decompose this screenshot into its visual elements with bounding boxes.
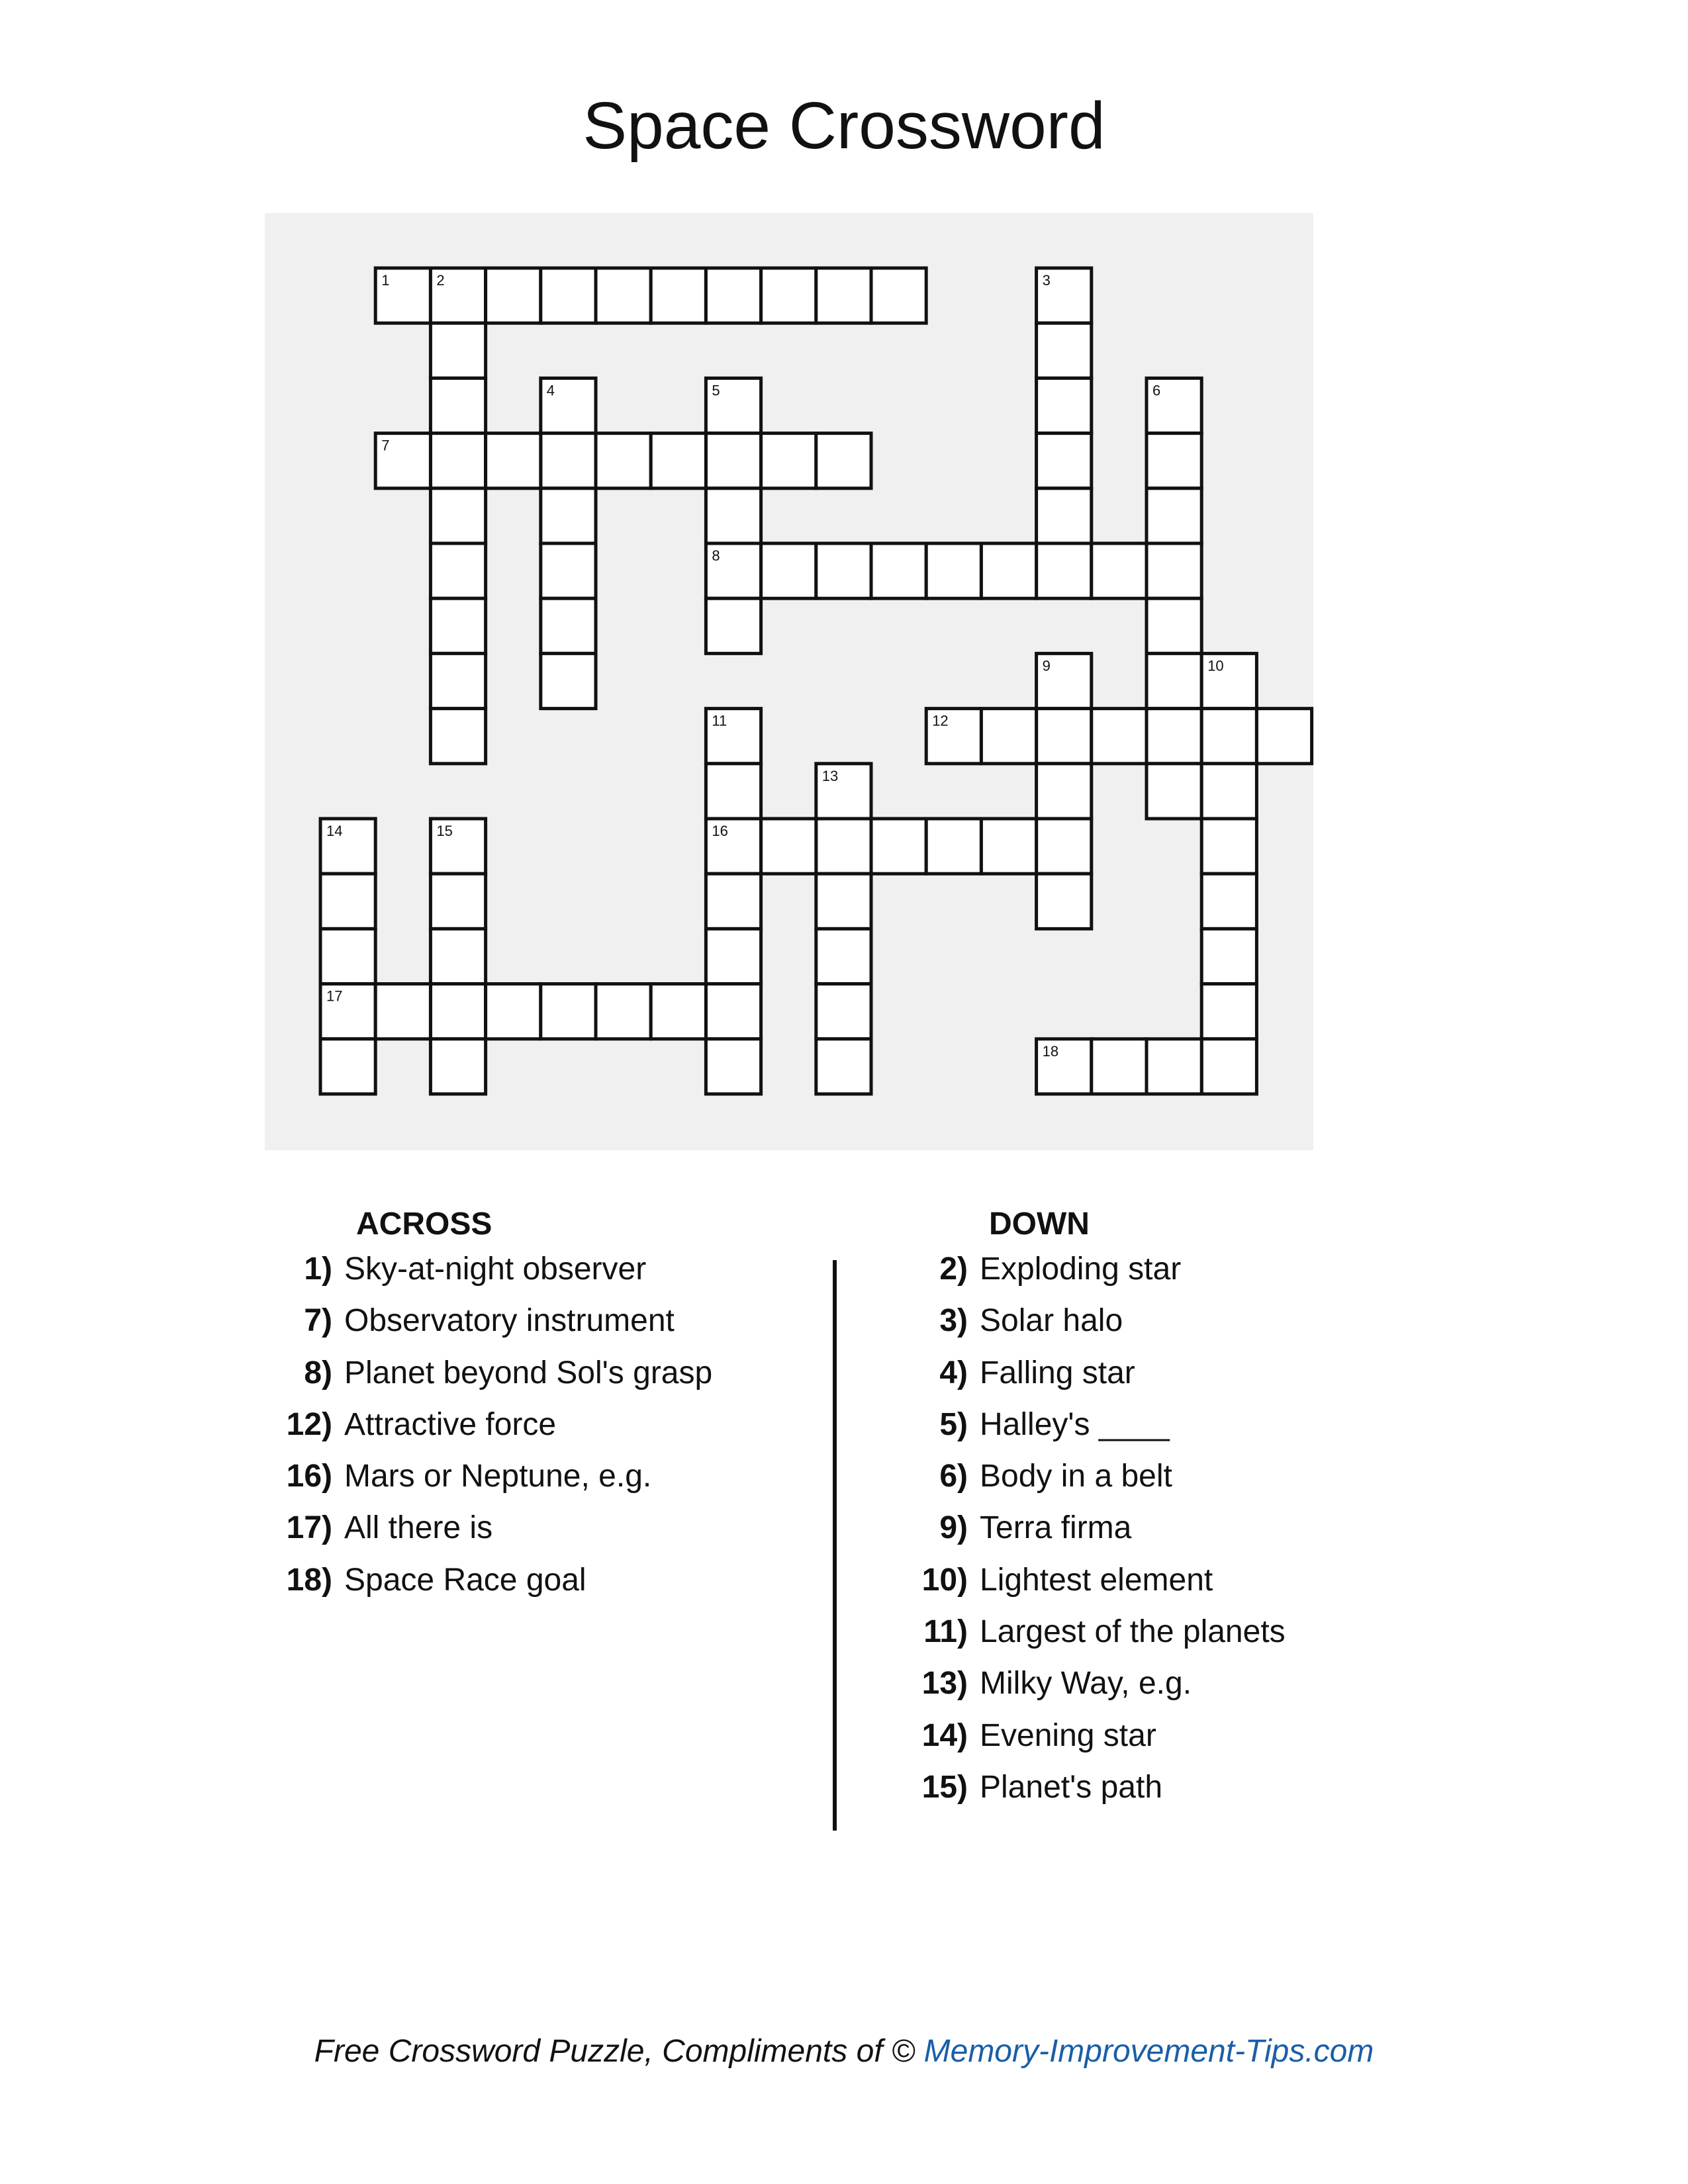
crossword-cell[interactable] bbox=[816, 819, 871, 874]
crossword-cell[interactable] bbox=[320, 1039, 375, 1094]
clue-number: 16) bbox=[286, 1459, 332, 1494]
cell-number: 2 bbox=[436, 272, 445, 289]
down-clue-item bbox=[908, 1561, 1286, 1612]
crossword-cell[interactable] bbox=[486, 984, 541, 1039]
clue-number: 8) bbox=[304, 1355, 332, 1390]
clue-number: 6) bbox=[939, 1459, 968, 1494]
crossword-cell[interactable] bbox=[706, 764, 761, 819]
crossword-cell[interactable] bbox=[541, 268, 596, 323]
clue-text: Space Race goal bbox=[344, 1562, 586, 1598]
clue-number: 15) bbox=[921, 1769, 968, 1805]
crossword-cell[interactable] bbox=[375, 984, 430, 1039]
crossword-cell[interactable] bbox=[1201, 653, 1256, 708]
crossword-cell[interactable] bbox=[1201, 1039, 1256, 1094]
down-heading: DOWN bbox=[989, 1206, 1090, 1242]
crossword-cell[interactable] bbox=[1037, 433, 1092, 488]
crossword-cell[interactable] bbox=[1037, 1039, 1092, 1094]
across-clue-item bbox=[273, 1508, 712, 1560]
down-clue-item bbox=[908, 1664, 1286, 1715]
cell-number: 10 bbox=[1207, 657, 1224, 674]
cell-number: 14 bbox=[326, 823, 343, 839]
clue-number: 11) bbox=[923, 1614, 968, 1650]
clue-number: 4) bbox=[939, 1355, 968, 1390]
crossword-cell[interactable] bbox=[486, 268, 541, 323]
crossword-cell[interactable] bbox=[926, 709, 981, 764]
crossword-cell[interactable] bbox=[871, 543, 926, 598]
crossword-cell[interactable] bbox=[430, 488, 485, 543]
clue-text: Observatory instrument bbox=[344, 1303, 675, 1339]
crossword-cell[interactable] bbox=[816, 433, 871, 488]
cell-number: 3 bbox=[1042, 272, 1051, 289]
down-clue-item bbox=[908, 1716, 1286, 1768]
clue-number: 17) bbox=[286, 1510, 332, 1546]
crossword-cell[interactable] bbox=[1256, 709, 1311, 764]
crossword-cell[interactable] bbox=[871, 268, 926, 323]
across-clue-item bbox=[273, 1353, 712, 1405]
crossword-cell[interactable] bbox=[541, 543, 596, 598]
cell-number: 12 bbox=[932, 712, 949, 729]
crossword-cell[interactable] bbox=[430, 653, 485, 708]
footer-credit bbox=[0, 2032, 1688, 2071]
clue-text: Sky-at-night observer bbox=[344, 1251, 647, 1287]
clue-number: 14) bbox=[921, 1717, 968, 1753]
crossword-cell[interactable] bbox=[430, 543, 485, 598]
down-clue-item bbox=[908, 1250, 1286, 1301]
crossword-cell[interactable] bbox=[1201, 984, 1256, 1039]
crossword-cell[interactable] bbox=[1037, 378, 1092, 433]
crossword-cell[interactable] bbox=[1201, 764, 1256, 819]
crossword-cell[interactable] bbox=[1201, 874, 1256, 929]
cell-number: 15 bbox=[436, 823, 453, 839]
cell-number: 18 bbox=[1042, 1042, 1059, 1060]
crossword-cell[interactable] bbox=[430, 929, 485, 983]
cell-number: 11 bbox=[712, 712, 727, 729]
crossword-cell[interactable] bbox=[761, 268, 816, 323]
crossword-cell[interactable] bbox=[430, 378, 485, 433]
crossword-cell[interactable] bbox=[706, 378, 761, 433]
down-clue-item bbox=[908, 1612, 1286, 1664]
cell-number: 6 bbox=[1152, 382, 1161, 399]
crossword-cell[interactable] bbox=[541, 653, 596, 708]
footer-text: Free Crossword Puzzle, Compliments of © bbox=[314, 2034, 924, 2069]
crossword-cell[interactable] bbox=[375, 268, 430, 323]
crossword-cell[interactable] bbox=[816, 1039, 871, 1094]
crossword-cell[interactable] bbox=[320, 984, 375, 1039]
across-clue-item bbox=[273, 1405, 712, 1457]
crossword-cell[interactable] bbox=[1147, 543, 1201, 598]
crossword-cell[interactable] bbox=[596, 268, 651, 323]
crossword-cell[interactable] bbox=[706, 709, 761, 764]
crossword-cell[interactable] bbox=[1037, 488, 1092, 543]
across-clue-item bbox=[273, 1561, 712, 1612]
clue-text: Solar halo bbox=[980, 1303, 1123, 1339]
cell-number: 1 bbox=[381, 272, 390, 289]
crossword-cell[interactable] bbox=[430, 268, 485, 323]
cell-number: 5 bbox=[712, 382, 720, 399]
clue-text: Exploding star bbox=[980, 1251, 1182, 1287]
crossword-cell[interactable] bbox=[320, 929, 375, 983]
crossword-cell[interactable] bbox=[541, 433, 596, 488]
crossword-cell[interactable] bbox=[541, 488, 596, 543]
crossword-cell[interactable] bbox=[1147, 1039, 1201, 1094]
crossword-cell[interactable] bbox=[1037, 874, 1092, 929]
page-title: Space Crossword bbox=[583, 89, 1105, 163]
footer-link[interactable]: Memory-Improvement-Tips.com bbox=[923, 2034, 1374, 2069]
clue-text: Body in a belt bbox=[980, 1459, 1172, 1494]
crossword-cell[interactable] bbox=[816, 764, 871, 819]
cell-number: 4 bbox=[546, 382, 555, 399]
crossword-cell[interactable] bbox=[1037, 268, 1092, 323]
down-clue-item bbox=[908, 1405, 1286, 1457]
crossword-cell[interactable] bbox=[1092, 709, 1147, 764]
crossword-cell[interactable] bbox=[926, 819, 981, 874]
crossword-cell[interactable] bbox=[596, 984, 651, 1039]
clue-text: Mars or Neptune, e.g. bbox=[344, 1459, 652, 1494]
crossword-cell[interactable] bbox=[706, 1039, 761, 1094]
cell-number: 8 bbox=[712, 547, 720, 564]
crossword-cell[interactable] bbox=[706, 874, 761, 929]
across-clue-list bbox=[273, 1250, 712, 1612]
crossword-cell[interactable] bbox=[1037, 709, 1092, 764]
crossword-cell[interactable] bbox=[871, 819, 926, 874]
crossword-cell[interactable] bbox=[706, 433, 761, 488]
clue-number: 12) bbox=[286, 1406, 332, 1442]
crossword-cell[interactable] bbox=[1092, 1039, 1147, 1094]
crossword-cell[interactable] bbox=[816, 543, 871, 598]
crossword-cell[interactable] bbox=[1037, 323, 1092, 378]
cell-number: 17 bbox=[326, 987, 343, 1005]
crossword-cell[interactable] bbox=[706, 819, 761, 874]
crossword-cell[interactable] bbox=[981, 819, 1036, 874]
crossword-cell[interactable] bbox=[706, 488, 761, 543]
crossword-cell[interactable] bbox=[981, 709, 1036, 764]
crossword-cell[interactable] bbox=[430, 433, 485, 488]
crossword-cell[interactable] bbox=[651, 984, 706, 1039]
crossword-cell[interactable] bbox=[706, 929, 761, 983]
crossword-cell[interactable] bbox=[816, 874, 871, 929]
crossword-cell[interactable] bbox=[1147, 378, 1201, 433]
crossword-cell[interactable] bbox=[761, 543, 816, 598]
down-clue-item bbox=[908, 1353, 1286, 1405]
clue-text: Largest of the planets bbox=[980, 1614, 1286, 1650]
crossword-cell[interactable] bbox=[1201, 929, 1256, 983]
crossword-cell[interactable] bbox=[1037, 819, 1092, 874]
crossword-cell[interactable] bbox=[430, 1039, 485, 1094]
clue-text: Terra firma bbox=[980, 1510, 1132, 1546]
clue-number: 3) bbox=[939, 1303, 968, 1339]
crossword-cell[interactable] bbox=[430, 874, 485, 929]
crossword-cell[interactable] bbox=[651, 268, 706, 323]
crossword-cell[interactable] bbox=[1092, 543, 1147, 598]
cell-number: 9 bbox=[1042, 657, 1051, 674]
across-clue-item bbox=[273, 1457, 712, 1508]
down-clue-item bbox=[908, 1457, 1286, 1508]
crossword-cell[interactable] bbox=[430, 819, 485, 874]
crossword-cell[interactable] bbox=[706, 598, 761, 653]
crossword-cell[interactable] bbox=[816, 268, 871, 323]
clue-text: Planet's path bbox=[980, 1769, 1163, 1805]
across-heading: ACROSS bbox=[356, 1206, 492, 1242]
crossword-cell[interactable] bbox=[816, 929, 871, 983]
crossword-cell[interactable] bbox=[1147, 433, 1201, 488]
crossword-cell[interactable] bbox=[706, 268, 761, 323]
crossword-cell[interactable] bbox=[430, 598, 485, 653]
down-clue-item bbox=[908, 1768, 1286, 1819]
crossword-cell[interactable] bbox=[1037, 764, 1092, 819]
crossword-cell[interactable] bbox=[320, 819, 375, 874]
clue-number: 5) bbox=[939, 1406, 968, 1442]
down-clue-item bbox=[908, 1508, 1286, 1560]
crossword-cell[interactable] bbox=[1201, 819, 1256, 874]
clue-text: All there is bbox=[344, 1510, 493, 1546]
across-clue-item bbox=[273, 1250, 712, 1301]
crossword-cell[interactable] bbox=[706, 543, 761, 598]
clue-text: Falling star bbox=[980, 1355, 1135, 1390]
crossword-cell[interactable] bbox=[430, 984, 485, 1039]
crossword-cell[interactable] bbox=[1147, 653, 1201, 708]
crossword-cell[interactable] bbox=[926, 543, 981, 598]
crossword-cell[interactable] bbox=[375, 433, 430, 488]
cell-number: 7 bbox=[381, 437, 390, 454]
crossword-cell[interactable] bbox=[816, 984, 871, 1039]
clue-text: Planet beyond Sol's grasp bbox=[344, 1355, 713, 1390]
clue-number: 1) bbox=[304, 1251, 332, 1287]
clue-number: 18) bbox=[286, 1562, 332, 1598]
clue-text: Milky Way, e.g. bbox=[980, 1666, 1192, 1702]
clue-text: Lightest element bbox=[980, 1562, 1213, 1598]
clue-number: 9) bbox=[939, 1510, 968, 1546]
clue-divider bbox=[833, 1260, 837, 1831]
cell-number: 16 bbox=[712, 823, 728, 839]
clue-text: Attractive force bbox=[344, 1406, 557, 1442]
crossword-cell[interactable] bbox=[430, 323, 485, 378]
crossword-cell[interactable] bbox=[541, 598, 596, 653]
down-clue-item bbox=[908, 1301, 1286, 1353]
crossword-cell[interactable] bbox=[1147, 598, 1201, 653]
crossword-cell[interactable] bbox=[541, 984, 596, 1039]
crossword-cell[interactable] bbox=[320, 874, 375, 929]
across-clue-item bbox=[273, 1301, 712, 1353]
crossword-cell[interactable] bbox=[1147, 764, 1201, 819]
crossword-cell[interactable] bbox=[761, 819, 816, 874]
clue-number: 10) bbox=[921, 1562, 968, 1598]
crossword-cell[interactable] bbox=[1037, 543, 1092, 598]
crossword-cell[interactable] bbox=[761, 433, 816, 488]
crossword-cell[interactable] bbox=[596, 433, 651, 488]
crossword-cell[interactable] bbox=[486, 433, 541, 488]
clue-text: Evening star bbox=[980, 1717, 1156, 1753]
clue-number: 7) bbox=[304, 1303, 332, 1339]
clue-text: Halley's ____ bbox=[980, 1406, 1170, 1442]
crossword-cell[interactable] bbox=[1037, 653, 1092, 708]
cell-number: 13 bbox=[821, 767, 839, 784]
crossword-cell[interactable] bbox=[1147, 709, 1201, 764]
clue-number: 13) bbox=[921, 1666, 968, 1702]
crossword-cell[interactable] bbox=[541, 378, 596, 433]
crossword-cell[interactable] bbox=[651, 433, 706, 488]
clue-number: 2) bbox=[939, 1251, 968, 1287]
crossword-cell[interactable] bbox=[1147, 488, 1201, 543]
crossword-cell[interactable] bbox=[1201, 709, 1256, 764]
crossword-cell[interactable] bbox=[981, 543, 1036, 598]
crossword-cell[interactable] bbox=[430, 709, 485, 764]
down-clue-list bbox=[908, 1250, 1286, 1819]
crossword-cell[interactable] bbox=[706, 984, 761, 1039]
